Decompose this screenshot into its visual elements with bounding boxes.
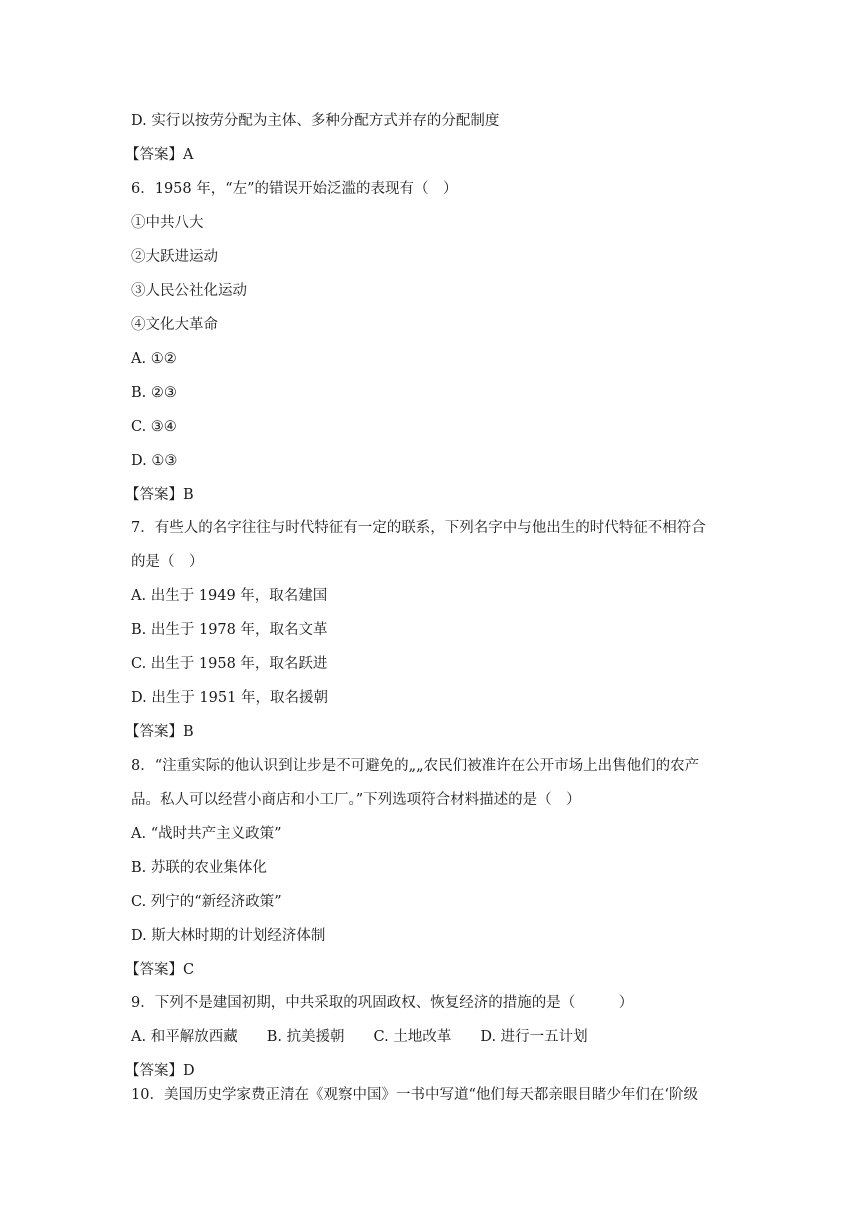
statement-1: ①中共八大 <box>131 215 204 231</box>
question-6: 6．1958 年，“左”的错误开始泛滥的表现有（ ） <box>131 181 458 197</box>
options-q9: A. 和平解放西藏 B. 抗美援朝 C. 土地改革 D. 进行一五计划 <box>131 1029 588 1045</box>
option-b-q6: B. ②③ <box>131 385 177 401</box>
question-8-continued: 品。私人可以经营小商店和小工厂。”下列选项符合材料描述的是（ ） <box>131 792 581 808</box>
answer-q9: 【答案】D <box>125 1063 195 1079</box>
option-d-q8: D. 斯大林时期的计划经济体制 <box>131 928 326 944</box>
option-c-q6: C. ③④ <box>131 419 177 435</box>
question-7-continued: 的是（ ） <box>131 554 204 570</box>
question-8: 8．“注重实际的他认识到让步是不可避免的„„农民们被准许在公开市场上出售他们的农产 <box>131 758 700 774</box>
option-b-q8: B. 苏联的农业集体化 <box>131 860 267 876</box>
answer-q8: 【答案】C <box>125 962 195 978</box>
option-a-q7: A. 出生于 1949 年，取名建国 <box>131 588 328 604</box>
statement-4: ④文化大革命 <box>131 317 218 333</box>
option-a-q8: A. “战时共产主义政策” <box>131 826 282 842</box>
option-d-q6: D. ①③ <box>131 453 178 469</box>
option-d-q7: D. 出生于 1951 年，取名援朝 <box>131 690 328 706</box>
option-c-q8: C. 列宁的“新经济政策” <box>131 894 282 910</box>
answer-q5: 【答案】A <box>125 147 194 163</box>
option-c-q7: C. 出生于 1958 年，取名跃进 <box>131 656 328 672</box>
option-d-q5: D. 实行以按劳分配为主体、多种分配方式并存的分配制度 <box>131 113 500 129</box>
answer-q7: 【答案】B <box>125 724 194 740</box>
question-7: 7．有些人的名字往往与时代特征有一定的联系，下列名字中与他出生的时代特征不相符合 <box>131 520 706 536</box>
question-9: 9．下列不是建国初期，中共采取的巩固政权、恢复经济的措施的是（ ） <box>131 995 634 1011</box>
statement-2: ②大跃进运动 <box>131 249 218 265</box>
option-b-q7: B. 出生于 1978 年，取名文革 <box>131 622 328 638</box>
answer-q6: 【答案】B <box>125 487 194 503</box>
question-10: 10．美国历史学家费正清在《观察中国》一书中写道“他们每天都亲眼目睹少年们在‘阶级 <box>131 1087 698 1103</box>
statement-3: ③人民公社化运动 <box>131 283 247 299</box>
option-a-q6: A. ①② <box>131 351 177 367</box>
